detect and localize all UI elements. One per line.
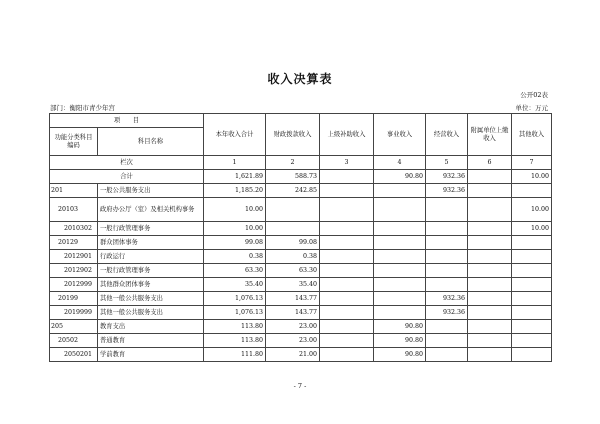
row-code: 20502 [50,334,98,348]
row-code: 2019999 [50,306,98,320]
row-value [320,320,374,334]
row-name: 学前教育 [98,348,204,362]
row-value: 35.40 [204,278,266,292]
row-value [468,222,512,236]
rank-num: 5 [426,156,468,170]
row-value [320,292,374,306]
row-value [374,278,426,292]
row-value [374,198,426,222]
row-value: 90.80 [374,320,426,334]
row-value: 143.77 [266,292,320,306]
row-value: 10.00 [512,198,552,222]
total-cell [468,170,512,184]
row-value [468,306,512,320]
row-value [320,250,374,264]
table-row [50,184,552,198]
row-code: 2050201 [50,348,98,362]
row-name: 一般行政管理事务 [98,264,204,278]
row-value [426,250,468,264]
row-value: 111.80 [204,348,266,362]
row-value: 10.00 [512,222,552,236]
row-value: 113.80 [204,334,266,348]
row-value: 90.80 [374,348,426,362]
table-row [50,292,552,306]
row-value [512,250,552,264]
row-value: 0.38 [204,250,266,264]
row-value [512,278,552,292]
rank-num: 7 [512,156,552,170]
header-total: 本年收入合计 [204,114,266,156]
row-name: 教育支出 [98,320,204,334]
row-code: 2012901 [50,250,98,264]
row-value [468,348,512,362]
row-code: 201 [50,184,98,198]
row-value [320,184,374,198]
header-name: 科目名称 [98,128,204,156]
income-statement-table [49,113,552,362]
rank-num: 6 [468,156,512,170]
row-value [468,184,512,198]
row-value [468,250,512,264]
row-value [468,236,512,250]
row-code: 2010302 [50,222,98,236]
total-label: 合计 [50,170,204,184]
table-row [50,250,552,264]
row-value [374,184,426,198]
row-name: 其他一般公共服务支出 [98,306,204,320]
form-code: 公开02表 [520,91,548,99]
rank-row [50,156,552,170]
row-value [426,264,468,278]
row-value [468,320,512,334]
row-code: 2012902 [50,264,98,278]
row-value: 1,076.13 [204,306,266,320]
row-value: 23.00 [266,334,320,348]
header-other: 其他收入 [512,114,552,156]
row-value [320,334,374,348]
row-value [374,236,426,250]
row-value: 10.00 [204,198,266,222]
row-value [512,334,552,348]
row-value: 143.77 [266,306,320,320]
row-code: 20103 [50,198,98,222]
row-value [374,264,426,278]
row-name: 其他群众团体事务 [98,278,204,292]
row-name: 一般公共服务支出 [98,184,204,198]
row-name: 其他一般公共服务支出 [98,292,204,306]
row-name: 普通教育 [98,334,204,348]
report-title: 收入决算表 [267,72,333,86]
row-value [320,348,374,362]
total-cell: 10.00 [512,170,552,184]
header-operating: 经营收入 [426,114,468,156]
row-value [512,348,552,362]
header-business: 事业收入 [374,114,426,156]
row-value [374,306,426,320]
table-row [50,278,552,292]
row-value: 932.36 [426,292,468,306]
row-value: 21.00 [266,348,320,362]
row-value: 0.38 [266,250,320,264]
row-value [426,320,468,334]
total-cell [320,170,374,184]
row-value: 90.80 [374,334,426,348]
row-value [320,264,374,278]
row-value [374,250,426,264]
table-row [50,348,552,362]
table-row [50,222,552,236]
rank-num: 3 [320,156,374,170]
header-fiscal: 财政拨款收入 [266,114,320,156]
row-value [320,198,374,222]
row-value: 242.85 [266,184,320,198]
row-value [374,222,426,236]
row-value [512,264,552,278]
header-subsidiary: 附属单位上缴收入 [468,114,512,156]
department-label: 部门：衡阳市青少年宫 [50,104,115,112]
row-code: 20199 [50,292,98,306]
row-value [266,222,320,236]
total-row [50,170,552,184]
row-value: 10.00 [204,222,266,236]
rank-num: 1 [204,156,266,170]
row-value [426,236,468,250]
row-value [320,278,374,292]
total-cell: 90.80 [374,170,426,184]
table-row [50,320,552,334]
row-value [426,348,468,362]
row-value: 99.08 [266,236,320,250]
row-value [468,292,512,306]
table-row [50,236,552,250]
rank-label: 栏次 [50,156,204,170]
table-row [50,306,552,320]
page-number: - 7 - [293,382,307,390]
row-name: 一般行政管理事务 [98,222,204,236]
table-row [50,334,552,348]
total-cell: 932.36 [426,170,468,184]
row-value [512,184,552,198]
row-value: 35.40 [266,278,320,292]
row-value: 63.30 [266,264,320,278]
row-value: 1,185.20 [204,184,266,198]
row-value: 932.36 [426,306,468,320]
row-value [512,236,552,250]
header-code: 功能分类科目编码 [50,128,98,156]
row-value [512,306,552,320]
rank-num: 2 [266,156,320,170]
row-name: 政府办公厅（室）及相关机构事务 [98,198,204,222]
row-value [512,292,552,306]
row-value [468,334,512,348]
unit-label: 单位：万元 [515,104,548,112]
rank-num: 4 [374,156,426,170]
row-value [426,222,468,236]
header-item: 项 目 [50,114,204,128]
row-value: 1,076.13 [204,292,266,306]
row-value: 99.08 [204,236,266,250]
total-cell: 1,621.89 [204,170,266,184]
row-code: 2012999 [50,278,98,292]
row-code: 205 [50,320,98,334]
row-value [426,334,468,348]
row-value [468,278,512,292]
total-cell: 588.73 [266,170,320,184]
row-name: 群众团体事务 [98,236,204,250]
row-value [512,320,552,334]
header-superior: 上级补助收入 [320,114,374,156]
row-value: 23.00 [266,320,320,334]
row-value [426,278,468,292]
row-value [266,198,320,222]
row-value [468,198,512,222]
table-row [50,198,552,222]
row-value: 113.80 [204,320,266,334]
row-value [320,236,374,250]
row-value [426,198,468,222]
row-value: 932.36 [426,184,468,198]
row-value [320,306,374,320]
row-value [320,222,374,236]
table-row [50,264,552,278]
row-value [468,264,512,278]
row-code: 20129 [50,236,98,250]
row-name: 行政运行 [98,250,204,264]
row-value: 63.30 [204,264,266,278]
row-value [374,292,426,306]
